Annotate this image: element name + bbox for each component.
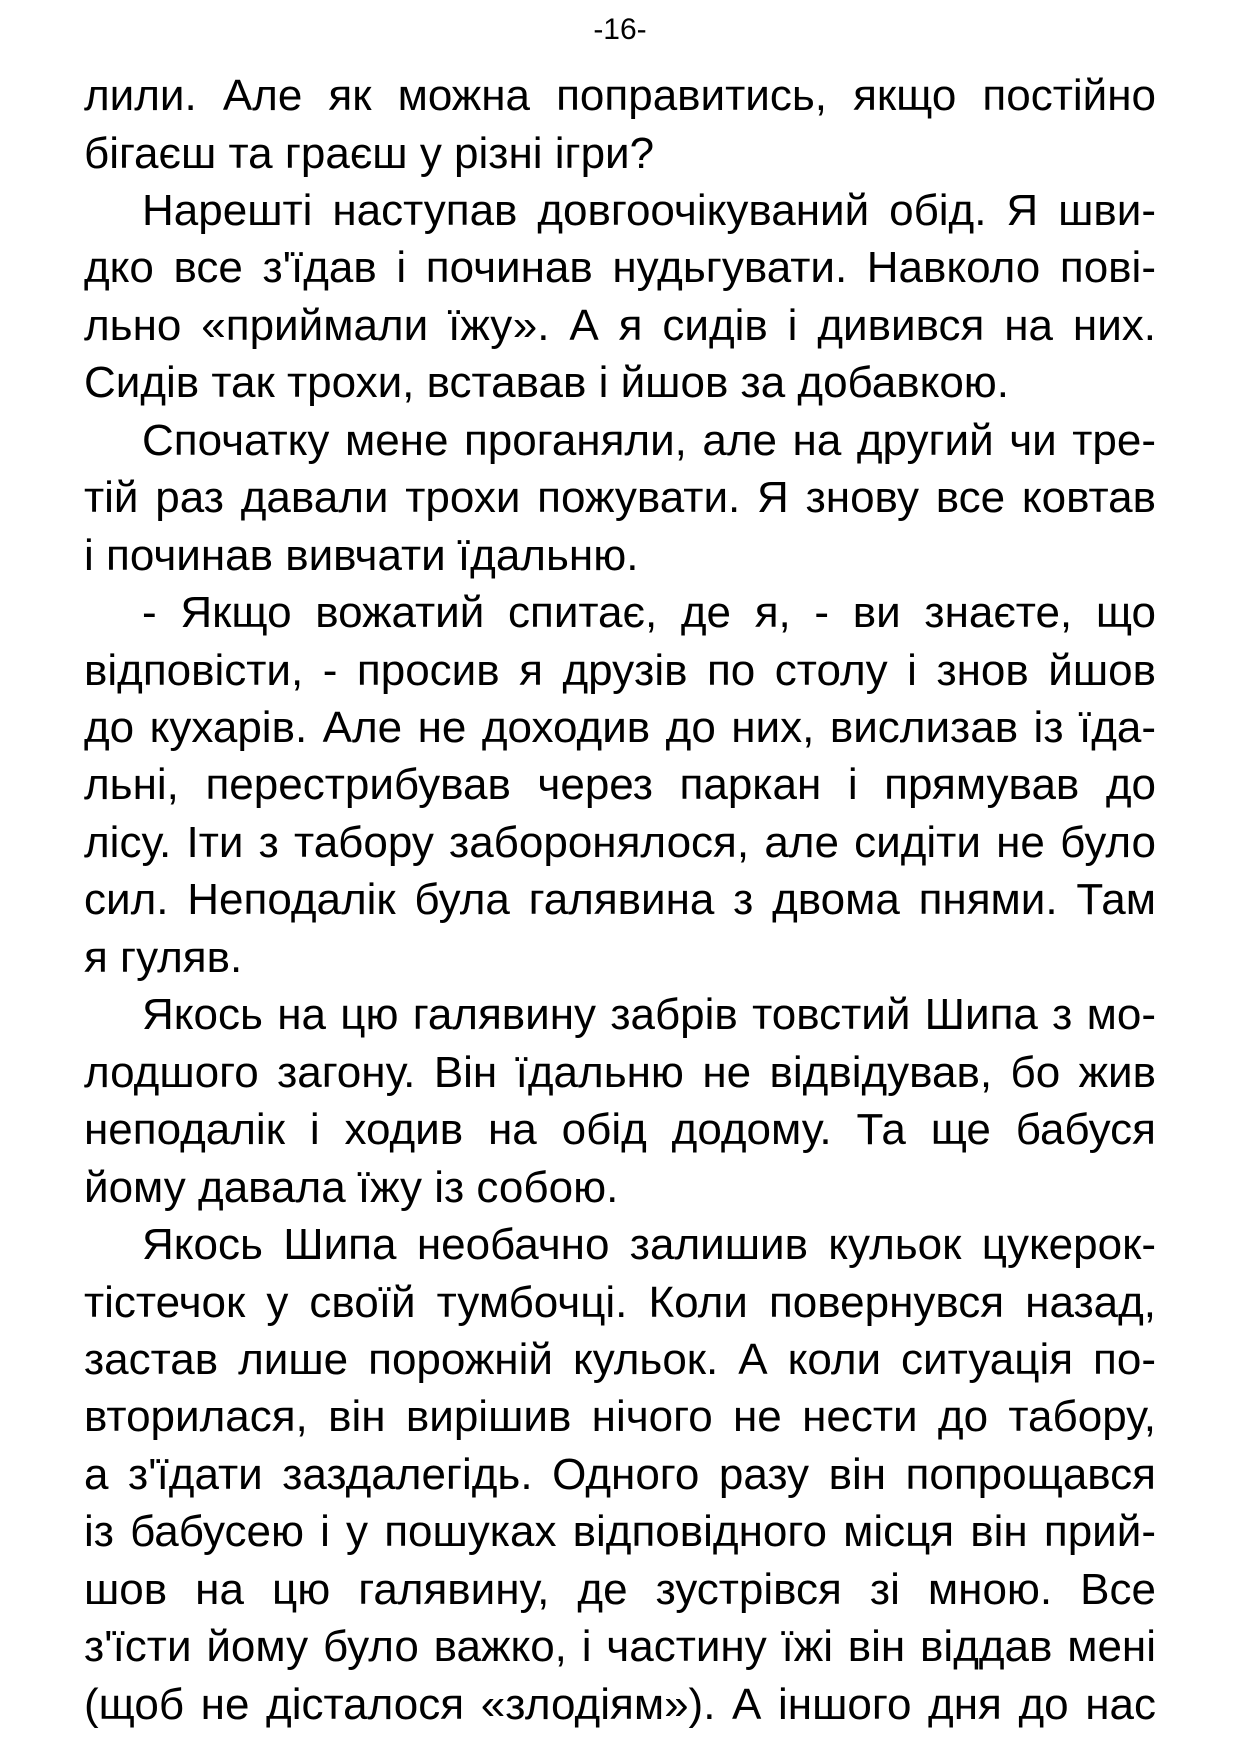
text-line: а з'їдати заздалегідь. Одного разу він попрощався: [84, 1449, 1156, 1499]
text-line: вторилася, він вирішив нічого не нести до табору,: [84, 1392, 1156, 1442]
text-line: і починав вивчати їдальню.: [84, 530, 639, 580]
text-line: лодшого загону. Він їдальню не відвідував, бо жив: [84, 1047, 1156, 1097]
text-line: - Якщо вожатий спитає, де я, - ви знаєте, що: [142, 588, 1156, 638]
text-line: Нарешті наступав довгоочікуваний обід. Я шви-: [142, 185, 1156, 235]
text-line: шов на цю галявину, де зустрівся зі мною. Все: [84, 1564, 1156, 1614]
text-line: льно «приймали їжу». А я сидів і дивився на них.: [84, 300, 1156, 350]
text-line: до кухарів. Але не доходив до них, вислизав із їда-: [84, 703, 1156, 752]
text-line: лили. Але як можна поправитись, якщо постійно: [84, 71, 1156, 120]
text-line: тістечок у своїй тумбочці. Коли повернувся назад,: [84, 1277, 1156, 1327]
text-line: бігаєш та граєш у різні ігри?: [84, 128, 655, 178]
page-number: -16-: [593, 13, 647, 46]
text-line: неподалік і ходив на обід додому. Та ще бабуся: [84, 1105, 1156, 1155]
text-line: відповісти, - просив я друзів по столу і знов йшов: [84, 645, 1156, 695]
text-line: сил. Неподалік була галявина з двома пнями. Там: [84, 875, 1156, 925]
text-line: льні, перестрибував через паркан і прямував до: [84, 760, 1156, 810]
text-line: Спочатку мене проганяли, але на другий чи тре-: [142, 415, 1156, 465]
text-line: із бабусею і у пошуках відповідного місця він прий-: [84, 1507, 1156, 1557]
text-line: тій раз давали трохи пожувати. Я знову все ковтав: [84, 473, 1156, 523]
text-line: лісу. Іти з табору заборонялося, але сидіти не було: [84, 817, 1156, 867]
text-line: йому давала їжу із собою.: [84, 1162, 619, 1212]
text-line: (щоб не дісталося «злодіям»). А іншого дня до нас: [84, 1679, 1156, 1729]
text-line: я гуляв.: [84, 932, 243, 982]
text-line: Якось Шипа необачно залишив кульок цукерок-: [142, 1220, 1156, 1269]
text-line: Сидів так трохи, вставав і йшов за добавкою.: [84, 358, 1010, 408]
text-line: з'їсти йому було важко, і частину їжі він віддав мені: [84, 1622, 1156, 1672]
text-line: дко все з'їдав і починав нудьгувати. Навколо пові-: [84, 243, 1156, 293]
text-line: застав лише порожній кульок. А коли ситуація по-: [84, 1334, 1156, 1384]
text-line: Якось на цю галявину забрів товстий Шипа з мо-: [142, 990, 1156, 1040]
